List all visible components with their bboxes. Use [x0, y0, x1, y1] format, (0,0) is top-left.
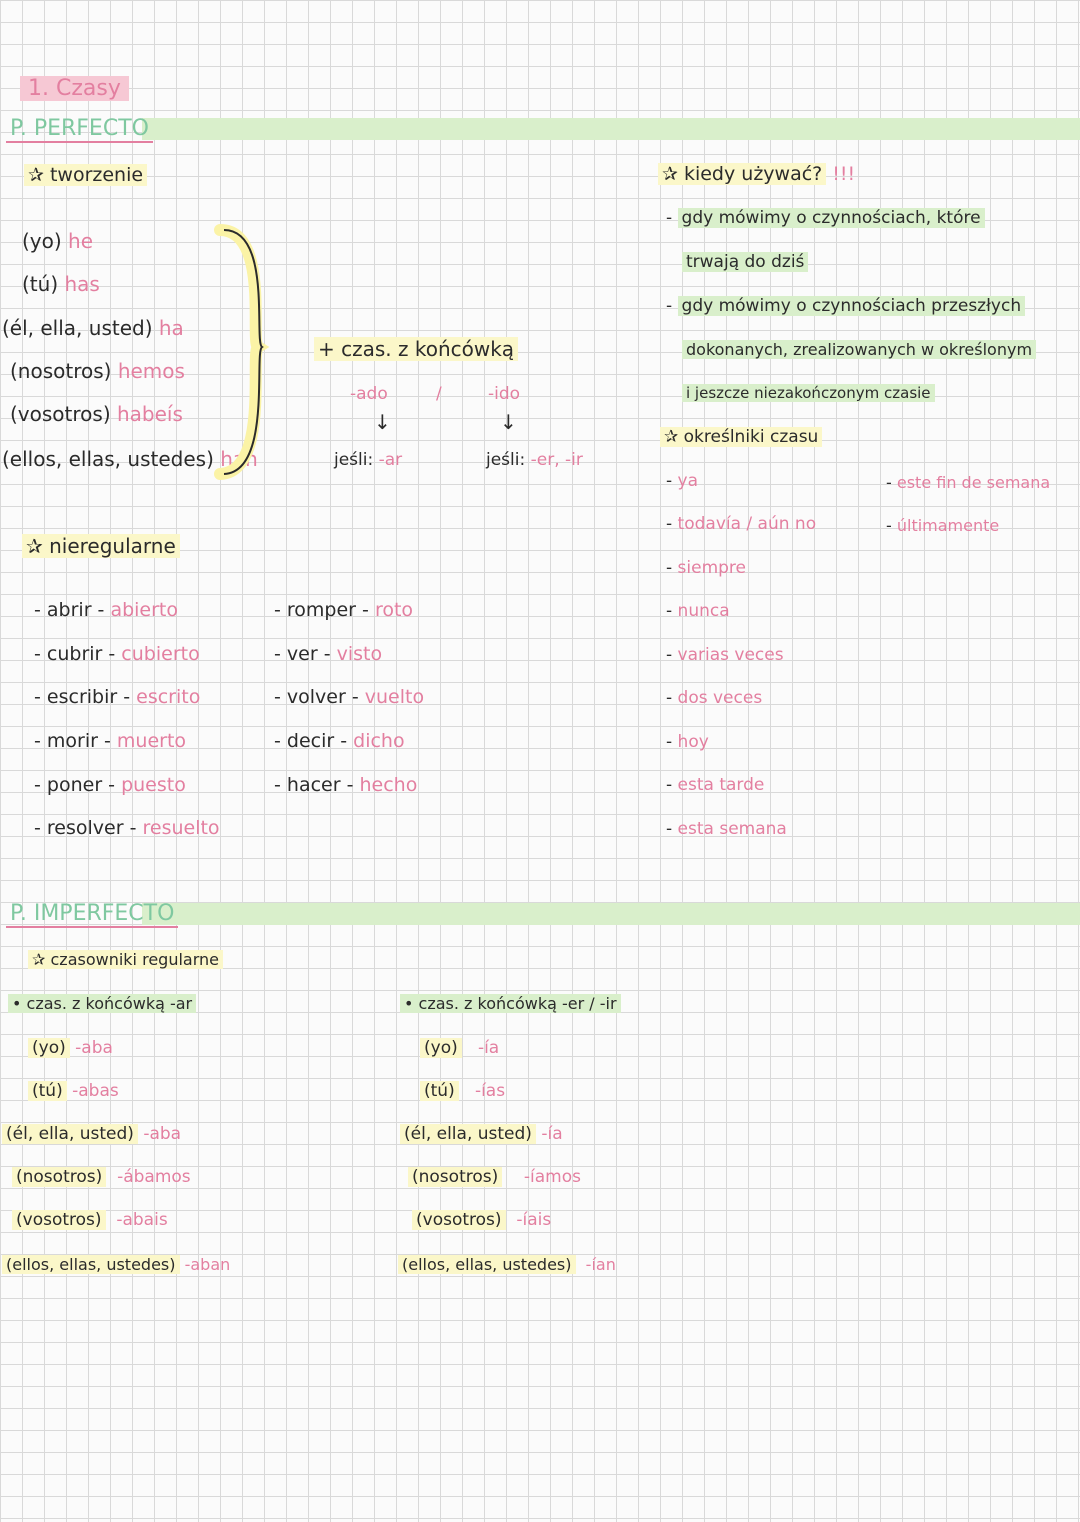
irregular-row: - resolver - resuelto — [34, 817, 220, 839]
irregular-row: - morir - muerto — [34, 730, 187, 752]
curly-brace — [210, 222, 300, 482]
usage-item-cont: i jeszcze niezakończonym czasie — [682, 384, 935, 402]
ending-ido: -ido — [488, 384, 521, 404]
pronoun-row: (ellos, ellas, ustedes) han — [2, 447, 258, 471]
arrow-down-icon: ↓ — [374, 410, 391, 434]
heading-band — [142, 118, 1080, 140]
irregular-row: - ver - visto — [274, 643, 383, 665]
conj-row: (vosotros) -abais — [12, 1210, 168, 1230]
irregular-row: - hacer - hecho — [274, 774, 418, 796]
imperfecto-heading: P. IMPERFECTO — [6, 901, 178, 928]
irregular-row: - romper - roto — [274, 599, 414, 621]
tworzenie-label: ✰ tworzenie — [24, 164, 147, 186]
conj-row: (él, ella, usted) -ía — [400, 1124, 563, 1144]
col-ar-title: • czas. z końcówką -ar — [8, 994, 196, 1013]
perfecto-heading: P. PERFECTO — [6, 116, 153, 143]
slash: / — [436, 384, 442, 404]
marker-item: - esta tarde — [666, 775, 765, 795]
marker-item: - varias veces — [666, 645, 784, 665]
usage-item: - gdy mówimy o czynnościach przeszłych — [666, 296, 1025, 316]
conj-row: (yo) -aba — [28, 1038, 113, 1058]
nieregularne-label: ✰ nieregularne — [22, 534, 180, 558]
arrow-down-icon: ↓ — [500, 410, 517, 434]
pronoun-row: (él, ella, usted) ha — [2, 316, 184, 340]
irregular-row: - poner - puesto — [34, 774, 186, 796]
pronoun-row: (yo) he — [22, 229, 94, 253]
marker-item: - siempre — [666, 558, 747, 578]
marker-item: - hoy — [666, 732, 709, 752]
irregular-row: - escribir - escrito — [34, 686, 201, 708]
kiedy-label: ✰ kiedy używać? !!! — [658, 163, 855, 185]
col-er-title: • czas. z końcówką -er / -ir — [400, 994, 621, 1013]
marker-item: - todavía / aún no — [666, 514, 817, 534]
heading-band — [142, 903, 1080, 925]
formula-label: + czas. z końcówką — [314, 337, 518, 361]
conj-row: (yo) -ía — [420, 1038, 499, 1058]
usage-item: - gdy mówimy o czynnościach, które — [666, 208, 985, 228]
pronoun-row: (nosotros) hemos — [10, 359, 185, 383]
marker-item: - últimamente — [886, 516, 1000, 535]
pronoun-row: (vosotros) habeís — [10, 402, 183, 426]
marker-item: - nunca — [666, 601, 730, 621]
jesli-er-ir: jeśli: -er, -ir — [486, 450, 583, 470]
pronoun-row: (tú) has — [22, 272, 100, 296]
irregular-row: - decir - dicho — [274, 730, 405, 752]
conj-row: (tú) -abas — [28, 1081, 119, 1101]
irregular-row: - cubrir - cubierto — [34, 643, 200, 665]
conj-row: (vosotros) -íais — [412, 1210, 551, 1230]
conj-row: (él, ella, usted) -aba — [2, 1124, 181, 1144]
conj-row: (nosotros) -íamos — [408, 1167, 581, 1187]
irregular-row: - volver - vuelto — [274, 686, 425, 708]
usage-item-cont: dokonanych, zrealizowanych w określonym — [682, 340, 1036, 359]
conj-row: (tú) -ías — [420, 1081, 505, 1101]
conj-row: (nosotros) -ábamos — [12, 1167, 191, 1187]
regularne-label: ✰ czasowniki regularne — [28, 950, 223, 969]
okresliniki-label: ✰ określniki czasu — [660, 427, 822, 447]
marker-item: - esta semana — [666, 819, 787, 839]
chapter-title: 1. Czasy — [20, 76, 129, 101]
irregular-row: - abrir - abierto — [34, 599, 179, 621]
marker-item: - este fin de semana — [886, 473, 1051, 492]
jesli-ar: jeśli: -ar — [334, 450, 403, 470]
conj-row: (ellos, ellas, ustedes) -aban — [2, 1255, 230, 1274]
conj-row: (ellos, ellas, ustedes) -ían — [398, 1255, 616, 1274]
marker-item: - dos veces — [666, 688, 763, 708]
usage-item-cont: trwają do dziś — [682, 252, 808, 272]
marker-item: - ya — [666, 471, 699, 491]
ending-ado: -ado — [350, 384, 388, 404]
